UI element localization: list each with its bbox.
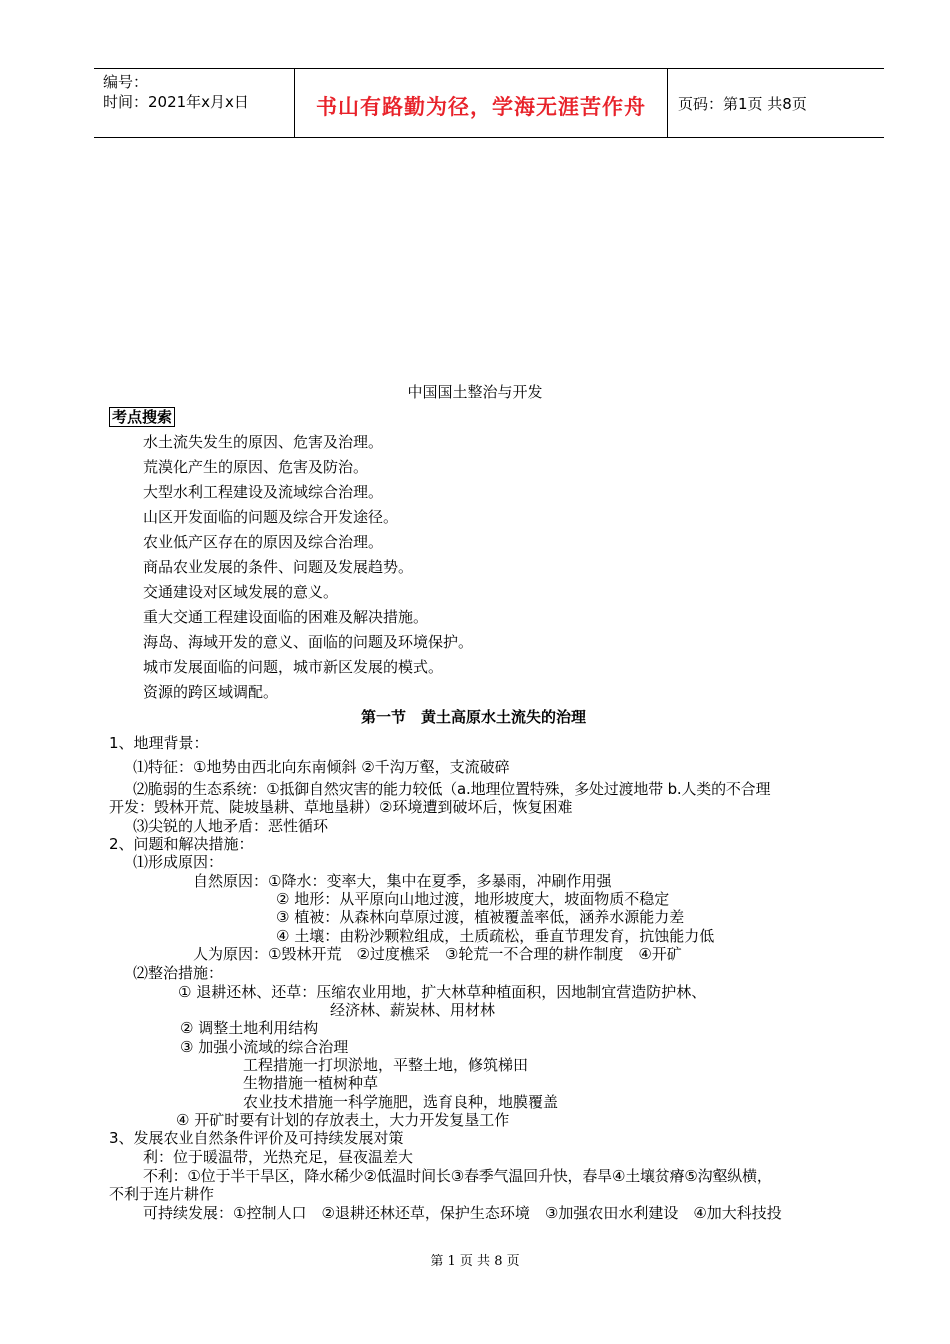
topic-item: 重大交通工程建设面临的困难及解决措施。 <box>143 608 429 626</box>
topic-item: 交通建设对区域发展的意义。 <box>143 583 339 601</box>
header-cell-page <box>668 69 884 137</box>
body-line: 利：位于暖温带，光热充足，昼夜温差大 <box>143 1148 414 1166</box>
body-line: ⑴特征：①地势由西北向东南倾斜 ②千沟万壑，支流破碎 <box>133 758 510 776</box>
body-line: 农业技术措施一科学施肥，选育良种，地膜覆盖 <box>243 1093 559 1111</box>
body-line: ⑴形成原因： <box>133 853 224 871</box>
body-line: ④ 土壤：由粉沙颗粒组成，土质疏松，垂直节理发育，抗蚀能力低 <box>276 927 715 945</box>
body-line: 可持续发展：①控制人口 ②退耕还林还草，保护生态环境 ③加强农田水利建设 ④加大科技投 <box>143 1204 782 1222</box>
motto-text: 书山有路勤为径，学海无涯苦作舟 <box>316 95 646 119</box>
body-line: ② 地形：从平原向山地过渡，地形坡度大，坡面物质不稳定 <box>276 890 670 908</box>
time-label: 时间：2021年x月x日 <box>103 93 249 111</box>
section-label: 考点搜索 <box>109 407 175 427</box>
body-line: ② 调整土地利用结构 <box>180 1019 319 1037</box>
topic-item: 海岛、海域开发的意义、面临的问题及环境保护。 <box>143 633 474 651</box>
body-line: ③ 植被：从森林向草原过渡，植被覆盖率低，涵养水源能力差 <box>276 908 685 926</box>
body-line: ④ 开矿时要有计划的存放表土，大力开发复垦工作 <box>176 1111 510 1129</box>
header-cell-motto <box>295 69 668 137</box>
doc-title: 中国国土整治与开发 <box>407 383 543 401</box>
body-line: 生物措施一植树种草 <box>243 1074 379 1092</box>
body-line: 不利：①位于半干旱区，降水稀少②低温时间长③春季气温回升快，春旱④土壤贫瘠⑤沟壑纵横， <box>143 1167 772 1185</box>
body-line: 3、发展农业自然条件评价及可持续发展对策 <box>109 1129 404 1147</box>
topic-item: 商品农业发展的条件、问题及发展趋势。 <box>143 558 414 576</box>
page-info: 页码：第1页 共8页 <box>678 95 807 113</box>
body-line: 2、问题和解决措施： <box>109 835 254 853</box>
topic-item: 山区开发面临的问题及综合开发途径。 <box>143 508 399 526</box>
serial-label: 编号： <box>103 73 149 91</box>
body-line: ⑵脆弱的生态系统：①抵御自然灾害的能力较低（a.地理位置特殊，多处过渡地带 b.人类的不合理 <box>133 780 771 798</box>
body-line: 工程措施一打坝淤地，平整土地，修筑梯田 <box>243 1056 529 1074</box>
section-label-wrap <box>109 408 175 426</box>
header-cell-info <box>94 69 295 137</box>
topic-item: 水土流失发生的原因、危害及治理。 <box>143 433 384 451</box>
body-line: ① 退耕还林、还草：压缩农业用地，扩大林草种植面积，因地制宜营造防护林、 <box>178 983 707 1001</box>
header-table <box>94 68 884 138</box>
body-line: ⑵整治措施： <box>133 964 224 982</box>
topic-item: 资源的跨区域调配。 <box>143 683 279 701</box>
body-line: 自然原因：①降水：变率大，集中在夏季，多暴雨，冲刷作用强 <box>193 872 612 890</box>
chapter-title: 第一节 黄土高原水土流失的治理 <box>361 708 587 726</box>
body-line: ⑶尖锐的人地矛盾：恶性循环 <box>133 817 329 835</box>
topic-item: 农业低产区存在的原因及综合治理。 <box>143 533 384 551</box>
page-footer: 第 1 页 共 8 页 <box>430 1254 520 1269</box>
topic-item: 城市发展面临的问题，城市新区发展的模式。 <box>143 658 444 676</box>
topic-item: 大型水利工程建设及流域综合治理。 <box>143 483 384 501</box>
topic-item: 荒漠化产生的原因、危害及防治。 <box>143 458 369 476</box>
body-line: 开发：毁林开荒、陡坡垦耕、草地垦耕）②环境遭到破坏后，恢复困难 <box>109 798 573 816</box>
body-line: 人为原因：①毁林开荒 ②过度樵采 ③轮荒一不合理的耕作制度 ④开矿 <box>193 945 682 963</box>
body-line: 不利于连片耕作 <box>109 1185 215 1203</box>
body-line: ③ 加强小流域的综合治理 <box>180 1038 349 1056</box>
body-line: 1、地理背景： <box>109 734 209 752</box>
body-line: 经济林、薪炭林、用材林 <box>330 1001 496 1019</box>
